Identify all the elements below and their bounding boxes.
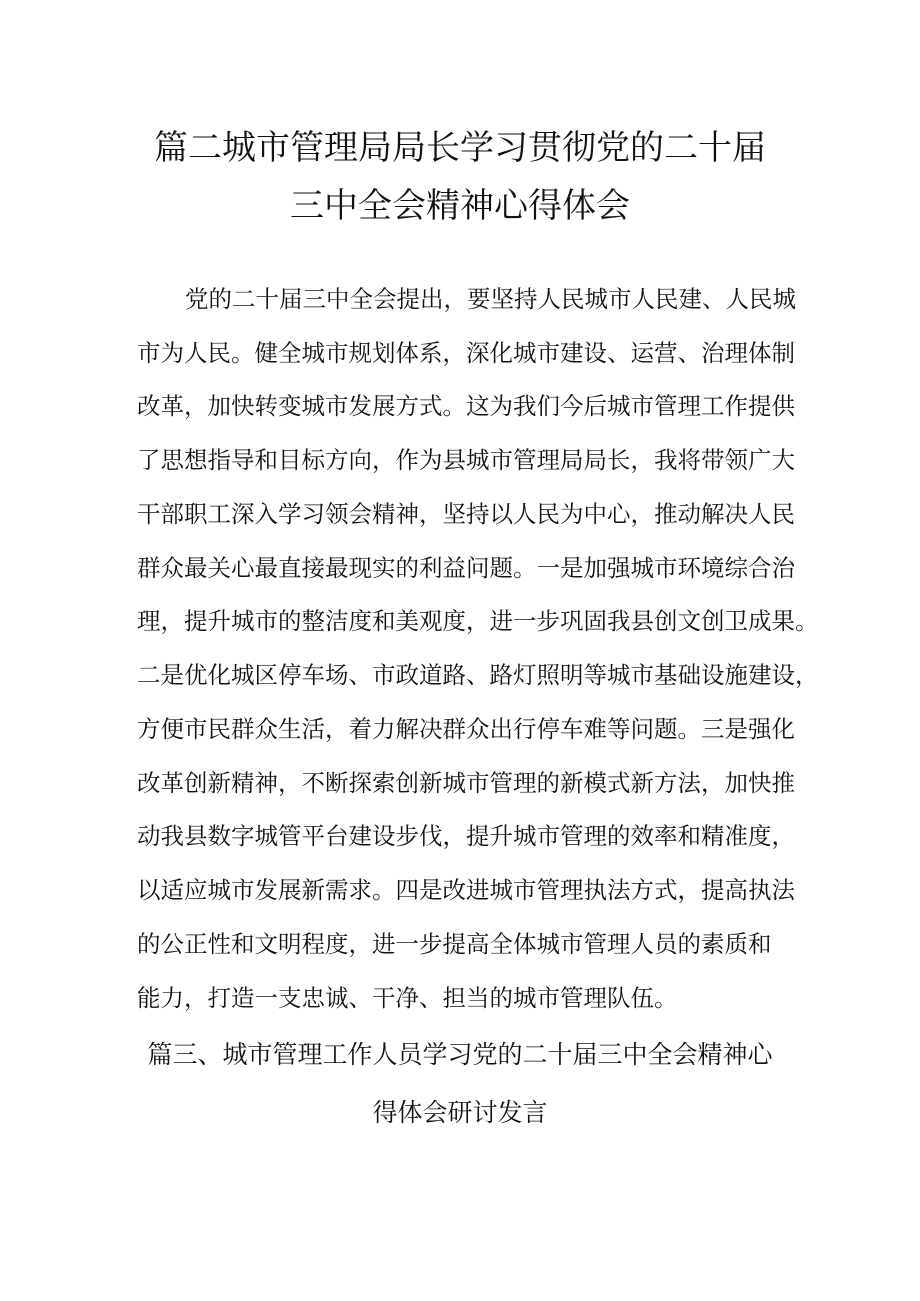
- paragraph-line: 市为人民。健全城市规划体系，深化城市建设、运营、治理体制: [137, 339, 795, 367]
- paragraph-line: 以适应城市发展新需求。四是改进城市管理执法方式，提高执法: [137, 876, 795, 904]
- next-section-title-line-2: 得体会研讨发言: [372, 1098, 548, 1127]
- paragraph-line: 了思想指导和目标方向，作为县城市管理局局长，我将带领广大: [137, 446, 795, 474]
- paragraph-line: 党的二十届三中全会提出，要坚持人民城市人民建、人民城: [185, 285, 796, 313]
- paragraph-line: 方便市民群众生活，着力解决群众出行停车难等问题。三是强化: [137, 715, 795, 743]
- paragraph-line: 二是优化城区停车场、市政道路、路灯照明等城市基础设施建设，: [137, 661, 819, 689]
- paragraph-line: 的公正性和文明程度，进一步提高全体城市管理人员的素质和: [137, 930, 772, 958]
- paragraph-line: 理，提升城市的整洁度和美观度，进一步巩固我县创文创卫成果。: [137, 607, 819, 635]
- paragraph-line: 改革创新精神，不断探索创新城市管理的新模式新方法，加快推: [137, 769, 795, 797]
- next-section-title-line-1: 篇三、城市管理工作人员学习党的二十届三中全会精神心: [147, 1040, 773, 1069]
- paragraph-line: 改革，加快转变城市发展方式。这为我们今后城市管理工作提供: [137, 392, 795, 420]
- paragraph-line: 干部职工深入学习领会精神，坚持以人民为中心，推动解决人民: [137, 500, 795, 528]
- document-title-line-2: 三中全会精神心得体会: [290, 186, 630, 226]
- document-title-line-1: 篇二城市管理局局长学习贯彻党的二十届: [154, 128, 766, 168]
- paragraph-line: 动我县数字城管平台建设步伐，提升城市管理的效率和精准度，: [137, 822, 795, 850]
- paragraph-line: 能力，打造一支忠诚、干净、担当的城市管理队伍。: [137, 984, 678, 1012]
- paragraph-line: 群众最关心最直接最现实的利益问题。一是加强城市环境综合治: [137, 554, 795, 582]
